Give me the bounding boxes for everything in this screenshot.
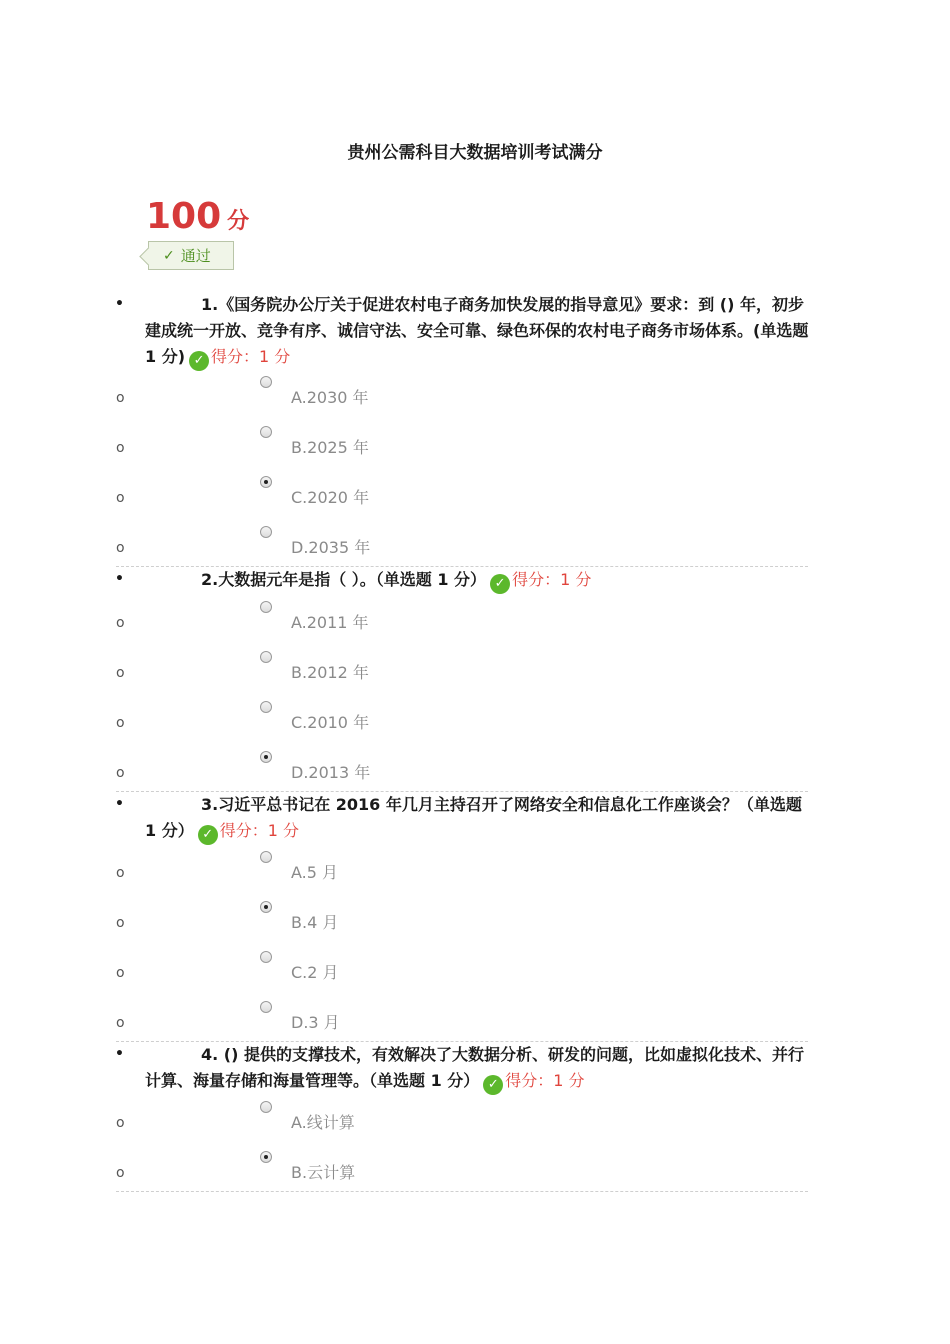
option-marker: o <box>116 490 125 506</box>
question-3-text: 3.习近平总书记在 2016 年几月主持召开了网络安全和信息化工作座谈会？（单选题 1 分） <box>145 795 802 840</box>
question-score: 得分：1 分 <box>219 821 299 840</box>
radio-button[interactable] <box>260 701 272 713</box>
question-bullet: • <box>115 296 124 312</box>
option-marker: o <box>116 715 125 731</box>
question-2-text: 2.大数据元年是指（ ）。（单选题 1 分） <box>201 570 487 589</box>
option-4a[interactable] <box>0 1107 950 1137</box>
question-bullet: • <box>115 571 124 587</box>
correct-check-icon: ✓ <box>189 351 209 371</box>
option-marker: o <box>116 1115 125 1131</box>
question-text <box>145 792 810 845</box>
question-1-text: 1.《国务院办公厅关于促进农村电子商务加快发展的指导意见》要求：到 () 年，初步建成统一开放、竞争有序、诚信守法、安全可靠、绿色环保的农村电子商务市场体系。(单选题 1 分) <box>145 295 809 366</box>
question-score: 得分：1 分 <box>505 1071 585 1090</box>
option-label: D.2013 年 <box>291 763 371 782</box>
pass-label: 通过 <box>180 247 211 265</box>
radio-button[interactable] <box>260 601 272 613</box>
option-2d[interactable] <box>0 757 950 787</box>
option-3b[interactable] <box>0 907 950 937</box>
question-text <box>145 292 810 371</box>
option-label: A.线计算 <box>291 1113 355 1132</box>
option-label: A.5 月 <box>291 863 339 882</box>
radio-button[interactable] <box>260 1001 272 1013</box>
radio-button[interactable] <box>260 376 272 388</box>
pass-badge <box>148 241 234 270</box>
option-2b[interactable] <box>0 657 950 687</box>
option-label: B.2025 年 <box>291 438 369 457</box>
option-label: C.2 月 <box>291 963 339 982</box>
option-marker: o <box>116 540 125 556</box>
radio-button-selected[interactable] <box>260 751 272 763</box>
option-label: D.2035 年 <box>291 538 371 557</box>
badge-arrow <box>139 247 157 265</box>
radio-button[interactable] <box>260 426 272 438</box>
option-2c[interactable] <box>0 707 950 737</box>
score-value: 100 <box>146 196 222 237</box>
document-title: 贵州公需科目大数据培训考试满分 <box>347 143 603 163</box>
question-bullet: • <box>115 796 124 812</box>
option-marker: o <box>116 440 125 456</box>
correct-check-icon: ✓ <box>198 825 218 845</box>
option-marker: o <box>116 915 125 931</box>
option-label: B.2012 年 <box>291 663 369 682</box>
correct-check-icon: ✓ <box>483 1075 503 1095</box>
option-1b[interactable] <box>0 432 950 462</box>
question-bullet: • <box>115 1046 124 1062</box>
radio-button[interactable] <box>260 851 272 863</box>
option-3a[interactable] <box>0 857 950 887</box>
option-1c[interactable] <box>0 482 950 512</box>
option-label: B.云计算 <box>291 1163 356 1182</box>
question-score: 得分：1 分 <box>512 570 592 589</box>
correct-check-icon: ✓ <box>490 574 510 594</box>
option-marker: o <box>116 865 125 881</box>
radio-button-selected[interactable] <box>260 901 272 913</box>
radio-button[interactable] <box>260 951 272 963</box>
check-icon: ✓ <box>163 247 175 264</box>
option-4b[interactable] <box>0 1157 950 1187</box>
radio-button-selected[interactable] <box>260 476 272 488</box>
option-label: B.4 月 <box>291 913 339 932</box>
option-label: A.2030 年 <box>291 388 369 407</box>
question-divider <box>116 1191 808 1192</box>
radio-button[interactable] <box>260 651 272 663</box>
option-label: A.2011 年 <box>291 613 369 632</box>
option-2a[interactable] <box>0 607 950 637</box>
option-marker: o <box>116 665 125 681</box>
radio-button[interactable] <box>260 526 272 538</box>
option-marker: o <box>116 1015 125 1031</box>
radio-button[interactable] <box>260 1101 272 1113</box>
option-label: D.3 月 <box>291 1013 340 1032</box>
radio-button-selected[interactable] <box>260 1151 272 1163</box>
option-3c[interactable] <box>0 957 950 987</box>
option-marker: o <box>116 1165 125 1181</box>
option-label: C.2010 年 <box>291 713 370 732</box>
option-marker: o <box>116 965 125 981</box>
option-1d[interactable] <box>0 532 950 562</box>
question-text <box>145 1042 810 1095</box>
score-unit: 分 <box>227 209 250 234</box>
option-label: C.2020 年 <box>291 488 370 507</box>
option-marker: o <box>116 390 125 406</box>
option-marker: o <box>116 765 125 781</box>
question-score: 得分：1 分 <box>211 347 291 366</box>
option-1a[interactable] <box>0 382 950 412</box>
total-score <box>146 196 249 237</box>
question-text <box>145 567 810 594</box>
option-3d[interactable] <box>0 1007 950 1037</box>
option-marker: o <box>116 615 125 631</box>
question-4-text: 4. () 提供的支撑技术，有效解决了大数据分析、研发的问题，比如虚拟化技术、并行计算、海量存储和海量管理等。（单选题 1 分） <box>145 1045 804 1090</box>
